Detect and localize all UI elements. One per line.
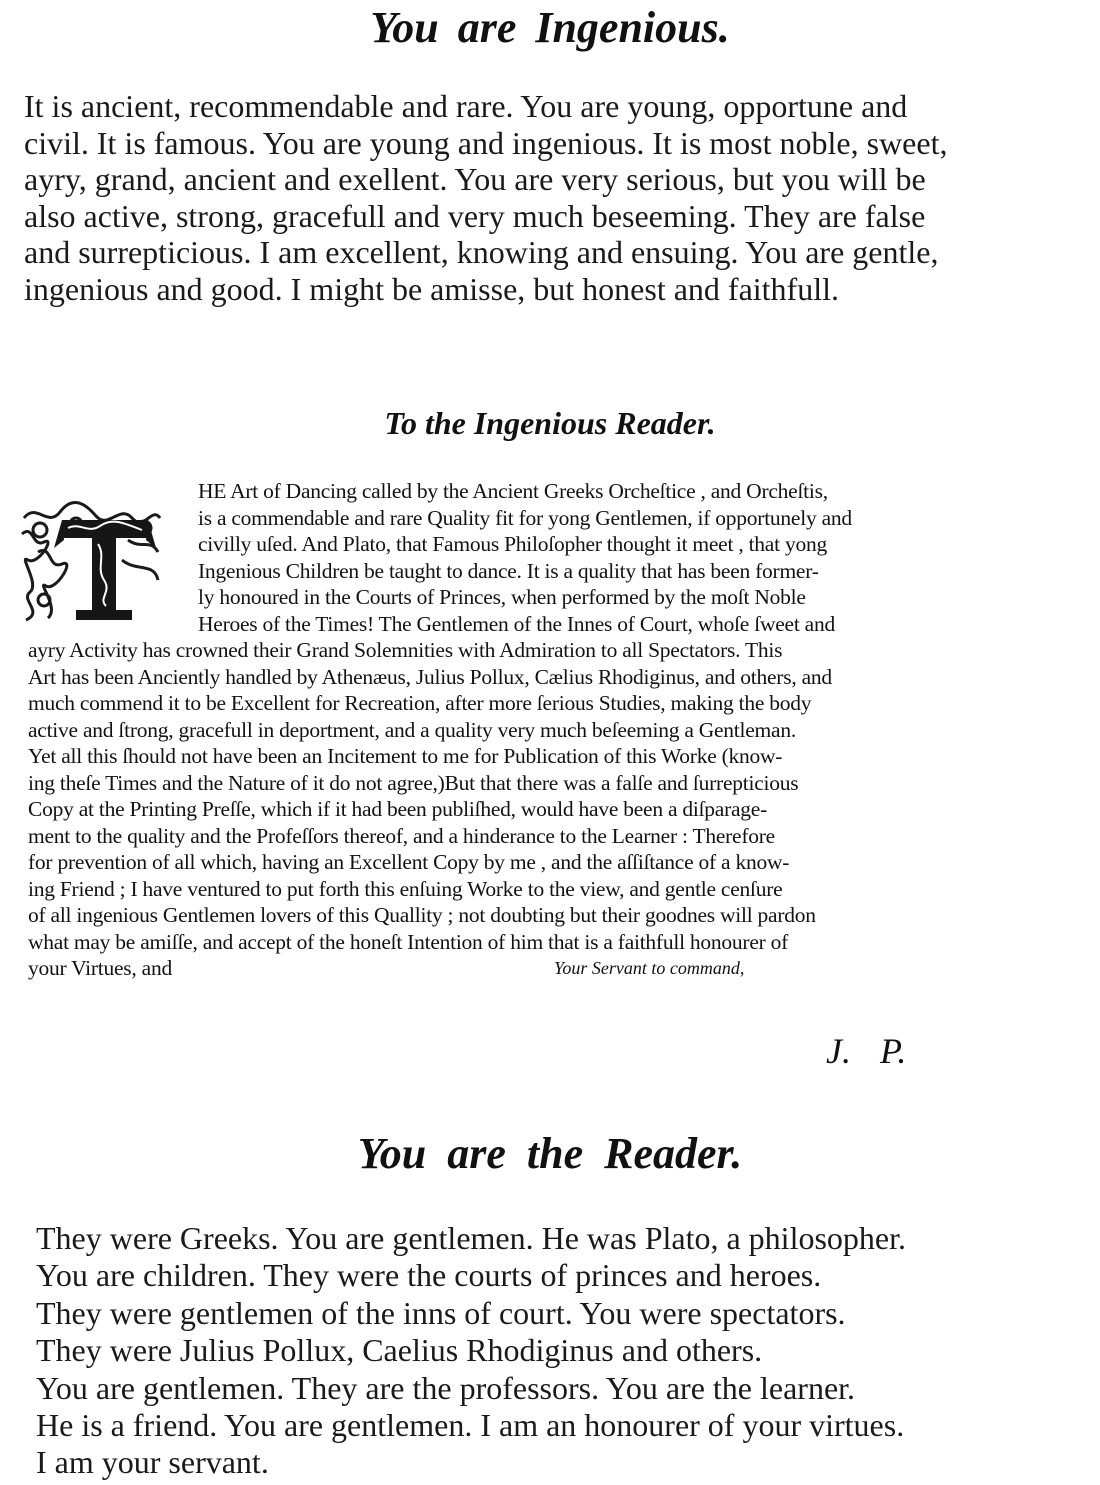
preface-line: of all ingenious Gentlemen lovers of this Quallity ; not doubting but their goodnes will pardon [28,903,816,927]
preface-line: ment to the quality and the Profeſſors thereof, and a hinderance to the Learner : Therefore [28,823,775,848]
signature-initials: J. P. [826,1031,907,1071]
preface-line: ayry Activity has crowned their Grand Solemnities with Admiration to all Spectators. This [28,638,783,662]
preface-line: is a commendable and rare Quality fit for yong Gentlemen, if opportunely and [198,505,852,530]
preface-line: your Virtues, and [28,956,172,980]
preface-line: ly honoured in the Courts of Princes, when performed by the moſt Noble [198,585,806,609]
preface-line: for prevention of all which, having an Excellent Copy by me , and the aſſiſtance of a know- [28,850,790,874]
preface-line: Art has been Anciently handled by Athenæus, Julius Pollux, Cælius Rhodiginus, and others, and [28,664,832,689]
intro-line: also active, strong, gracefull and very much beseeming. They are false [24,197,926,234]
preface-line: ing Friend ; I have ventured to put forth this enſuing Worke to the view, and gentle cenſure [28,876,783,901]
preface-line: much commend it to be Excellent for Recreation, after more ſerious Studies, making the body [28,691,812,715]
preface-line: Copy at the Printing Preſſe, which if it had been publiſhed, would have been a diſparage- [28,797,768,821]
intro-line: and surrepticious. I am excellent, knowing and ensuing. You are gentle, [24,234,939,271]
preface-paragraph [28,478,1086,982]
outro-line: They were gentlemen of the inns of court. You were spectators. [36,1294,846,1331]
title-you-are-ingenious: You are Ingenious. [370,3,730,52]
preface-line: Heroes of the Times! The Gentlemen of the Innes of Court, whoſe ſweet and [198,611,835,636]
outro-line: You are gentlemen. They are the professors. You are the learner. [36,1369,856,1406]
outro-line: You are children. They were the courts of princes and heroes. [36,1257,822,1294]
preface-line: Yet all this ſhould not have been an Incitement to me for Publication of this Worke (know- [28,744,783,768]
title-you-are-the-reader: You are the Reader. [357,1129,743,1178]
closing-your-servant: Your Servant to command, [554,958,745,978]
intro-line: ayry, grand, ancient and exellent. You are very serious, but you will be [24,161,926,198]
intro-line: ingenious and good. I might be amisse, but honest and faithfull. [24,270,839,307]
outro-line: He is a friend. You are gentlemen. I am an honourer of your virtues. [36,1407,905,1444]
preface-line: HE Art of Dancing called by the Ancient Greeks Orcheſtice , and Orcheſtis, [198,479,828,503]
intro-line: civil. It is famous. You are young and ingenious. It is most noble, sweet, [24,124,948,161]
outro-paragraph [36,1220,1076,1482]
preface-line: what may be amiſſe, and accept of the honeſt Intention of him that is a faithfull honourer of [28,929,789,954]
preface-line: civilly uſed. And Plato, that Famous Philoſopher thought it meet , that yong [198,532,827,556]
preface-line: active and ſtrong, gracefull in deportment, and a quality very much beſeeming a Gentleman. [28,717,796,742]
preface-line: Ingenious Children be taught to dance. It is a quality that has been former- [198,558,819,583]
preface-line: ing theſe Times and the Nature of it do not agree,)But that there was a falſe and ſurrepticious [28,770,799,795]
preface-final-line [28,955,1086,982]
title-to-the-ingenious-reader: To the Ingenious Reader. [384,405,716,441]
outro-line: They were Julius Pollux, Caelius Rhodiginus and others. [36,1332,763,1369]
intro-paragraph [24,88,1086,308]
intro-line: It is ancient, recommendable and rare. You are young, opportune and [24,88,908,124]
outro-line: They were Greeks. You are gentlemen. He was Plato, a philosopher. [36,1220,906,1256]
outro-line: I am your servant. [36,1444,269,1481]
